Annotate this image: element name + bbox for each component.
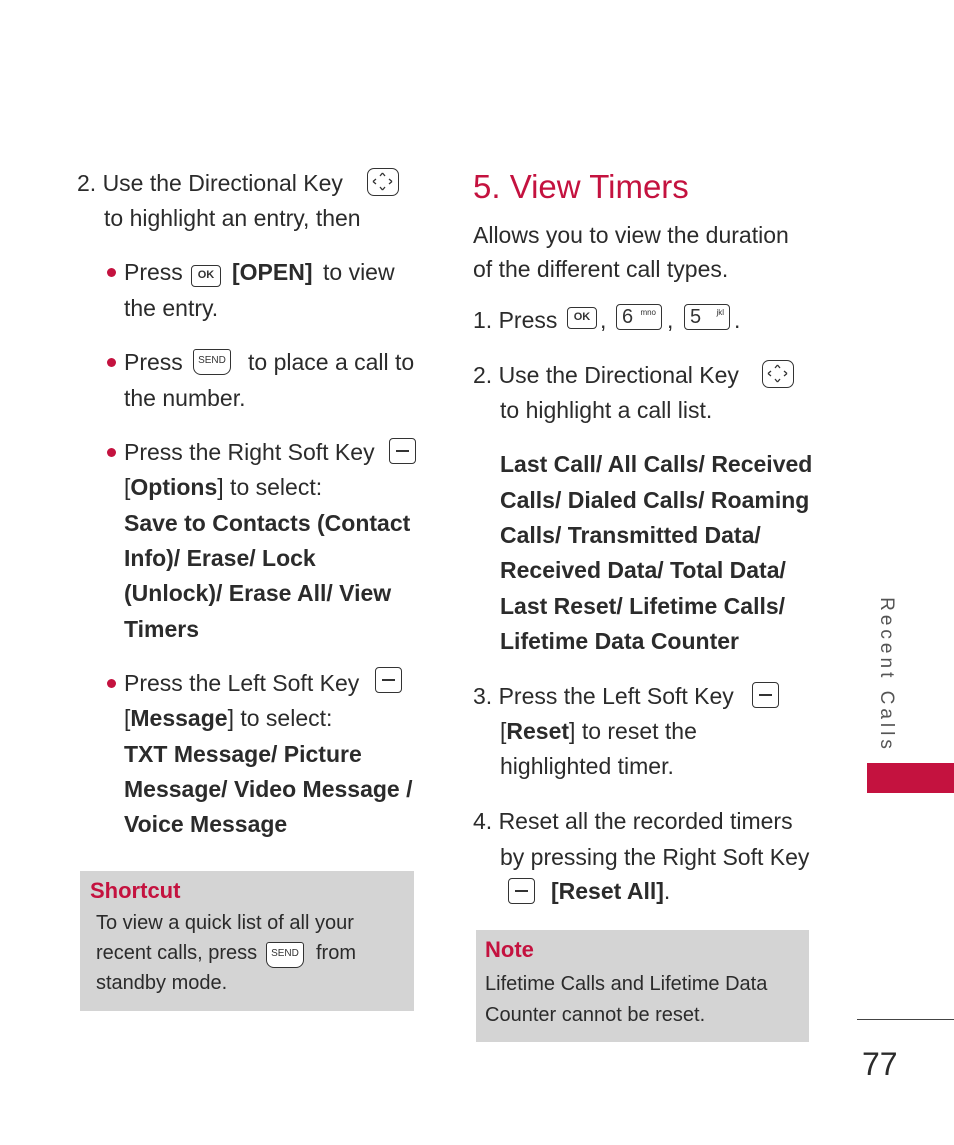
call-list-line: Last Call/ All Calls/ Received [500, 451, 813, 477]
page-number-rule [857, 1019, 954, 1020]
right-step2-line2: to highlight a call list. [500, 397, 713, 423]
b3-options: Options [130, 474, 218, 500]
b3-bold-line: Save to Contacts (Contact [124, 510, 411, 536]
step4-line2: by pressing the Right Soft Key [500, 844, 810, 870]
period: . [663, 878, 671, 904]
directional-key-icon [367, 168, 399, 196]
ok-key-label: OK [573, 311, 591, 323]
ok-key-icon [567, 307, 597, 329]
chapter-tab-marker [867, 763, 954, 793]
directional-arrows-icon [368, 169, 397, 194]
call-list-line: Last Reset/ Lifetime Calls/ [500, 593, 786, 619]
b4-bold-line: TXT Message/ Picture [124, 741, 362, 767]
six-mno-key-icon [616, 304, 662, 330]
bullet-icon [107, 448, 116, 457]
note-line: Counter cannot be reset. [485, 1004, 706, 1026]
send-key-label: SEND [198, 355, 226, 366]
intro-line: of the different call types. [473, 256, 729, 282]
note-line: Lifetime Calls and Lifetime Data [485, 973, 768, 995]
step1-prefix: 1. Press [473, 307, 558, 333]
call-list-line: Lifetime Data Counter [500, 628, 739, 654]
step3-line3: highlighted timer. [500, 753, 674, 779]
bracket: [ [124, 705, 131, 731]
b1-press: Press [124, 259, 183, 285]
comma: , [667, 307, 674, 333]
send-key-label: SEND [271, 948, 299, 959]
right-step2-line1: 2. Use the Directional Key [473, 362, 739, 388]
b1-open: [OPEN] [232, 259, 313, 285]
left-soft-key-icon [752, 682, 779, 708]
call-list-line: Calls/ Transmitted Data/ [500, 522, 761, 548]
b3-bold-line: (Unlock)/ Erase All/ View [124, 580, 392, 606]
shortcut-line: from [316, 942, 356, 964]
b3-bold-line: Info)/ Erase/ Lock [124, 545, 316, 571]
step3-reset: Reset [506, 718, 570, 744]
shortcut-line: To view a quick list of all your [96, 912, 354, 934]
shortcut-box [80, 871, 414, 1011]
b2-line2: the number. [124, 385, 246, 411]
b4-bold-line: Voice Message [124, 811, 288, 837]
shortcut-line: recent calls, press [96, 942, 258, 964]
b3-rest: ] to select: [217, 474, 323, 500]
b3-line1: Press the Right Soft Key [124, 439, 375, 465]
bracket: [ [500, 718, 507, 744]
chapter-tab-label [866, 597, 906, 753]
send-key-icon [193, 349, 231, 375]
step3-line2 [500, 716, 697, 746]
ok-key-icon [191, 265, 221, 287]
shortcut-title: Shortcut [90, 878, 181, 903]
chapter-tab-text: Recent Calls [876, 597, 897, 753]
key-letters: jkl [716, 308, 724, 317]
key-letters: mno [640, 308, 656, 317]
key-number: 6 [622, 306, 634, 328]
directional-arrows-icon [763, 361, 792, 386]
step4-line3 [551, 876, 670, 906]
comma: , [600, 307, 607, 333]
ok-key-label: OK [197, 269, 215, 281]
b4-bold-line: Message/ Video Message / [124, 776, 413, 802]
left-step2-text: 2. Use the Directional Key [77, 170, 343, 196]
b4-line2 [124, 703, 332, 733]
b2-press: Press [124, 349, 183, 375]
b2-rest: to place a call to [248, 349, 415, 375]
b4-line1: Press the Left Soft Key [124, 670, 360, 696]
right-soft-key-icon [508, 878, 535, 904]
call-list-line: Received Data/ Total Data/ [500, 557, 786, 583]
step3-rest: ] to reset the [569, 718, 697, 744]
b3-line2 [124, 472, 322, 502]
b1-line2: the entry. [124, 295, 219, 321]
b3-bold-line: Timers [124, 616, 200, 642]
five-jkl-key-icon [684, 304, 730, 330]
right-soft-key-icon [389, 438, 416, 464]
note-box [476, 930, 809, 1042]
key-number: 5 [690, 306, 702, 328]
send-key-icon [266, 942, 304, 968]
note-title: Note [485, 937, 534, 962]
b4-message: Message [130, 705, 228, 731]
directional-key-icon [762, 360, 794, 388]
step4-reset-all: [Reset All] [551, 878, 664, 904]
intro-line: Allows you to view the duration [473, 222, 789, 248]
bullet-icon [107, 268, 116, 277]
shortcut-line: standby mode. [96, 972, 228, 994]
left-step2-line2: to highlight an entry, then [104, 205, 361, 231]
period: . [734, 307, 741, 333]
call-list-line: Calls/ Dialed Calls/ Roaming [500, 487, 810, 513]
bracket: [ [124, 474, 131, 500]
left-soft-key-icon [375, 667, 402, 693]
b4-rest: ] to select: [227, 705, 333, 731]
bullet-icon [107, 679, 116, 688]
b1-rest: to view [323, 259, 395, 285]
bullet-icon [107, 358, 116, 367]
step4-line1: 4. Reset all the recorded timers [473, 808, 793, 834]
step3-line1: 3. Press the Left Soft Key [473, 683, 734, 709]
page-number: 77 [862, 1046, 898, 1082]
section-heading: 5. View Timers [473, 168, 689, 205]
left-step2-line1 [77, 168, 343, 198]
